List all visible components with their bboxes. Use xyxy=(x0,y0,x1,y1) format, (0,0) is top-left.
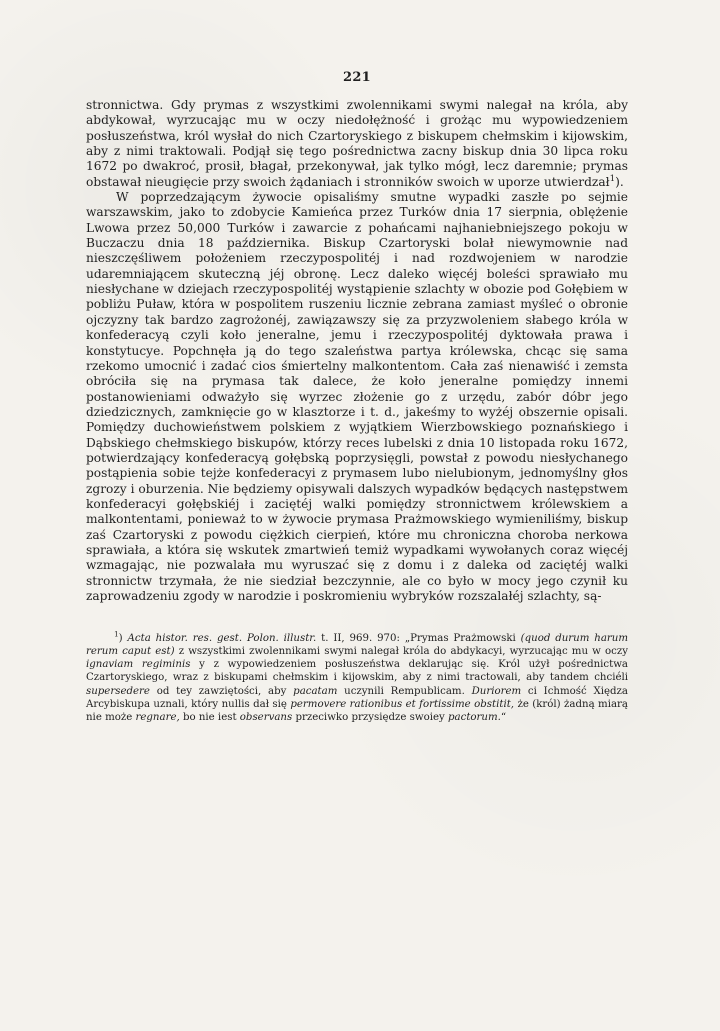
paragraph-2-text: W poprzedzającym żywocie opisaliśmy smutne wypadki zaszłe po sejmie warszawskim, jako to zdobycie Kamieńca przez Turków dnia 17 sierpnia, oblężenie Lwowa przez 50,000 Turków i zawarcie z pohańcami najhaniebniejszego pokoju w Buczaczu dnia 18 października. Biskup Czartoryski bolał niewymownie nad nieszczęśliwem położeniem rzeczypospolitéj i nad rozdwojeniem w narodzie udaremniającem skuteczną jéj obronę. Lecz daleko więcéj boleści sprawiało mu niesłychane w dziejach rzeczypospolitéj wystąpienie szlachty w obozie pod Gołębiem w pobliżu Puław, która w pospolitem ruszeniu licznie zebrana zamiast myśleć o obronie ojczyzny tak bardzo zagrożonéj, zawiązawszy się za przyzwoleniem słabego króla w konfederacyą czyli koło jeneralne, jemu i rzeczypospolitéj dyktowała prawa i konstytucye. Popchnęła ją do tego szaleństwa partya królewska, chcąc się sama rzekomo umocnić i zadać cios śmiertelny malkontentom. Cała zaś nienawiść i zemsta obróciła się na prymasa tak dalece, że koło jeneralne pomiędzy innemi postanowieniami odważyło się wyrzec złożenie go z urzędu, zabór dóbr jego dziedzicznych, zamknięcie go w klasztorze i t. d., jakeśmy to wyżéj obszernie opisali. Pomiędzy duchowieństwem polskiem z wyjątkiem Wierzbowskiego poznańskiego i Dąbskiego chełmskiego biskupów, którzy reces lubelski z dnia 10 listopada roku 1672, potwierdzający konfederacyą gołębską poprzysięgli, powstał z powodu niesłychanego postąpienia sobie tejże konfederacyi z prymasem lubo nielubionym, jednomyślny głos zgrozy i oburzenia. Nie będziemy opisywali dalszych wypadków będących następstwem konfederacyi gołębskiéj i zaciętéj walki pomiędzy stronnictwem królewskiem a malkontentami, ponieważ to w żywocie prymasa Prażmowskiego wymieniliśmy, biskup zaś Czartoryski z powodu ciężkich cierpień, które mu chroniczna choroba nerkowa sprawiała, a która się wskutek zmartwień temiż wypadkami wywołanych coraz więcéj wzmagając, nie pozwalała mu wyruszać się z domu i z daleka od zaciętéj walki stronnictw trzymała, że nie siedział bezczynnie, ale co było w mocy jego czynił ku zaprowadzeniu zgody w narodzie i poskromieniu wybryków rozszalałéj szlachty, są- xyxy=(86,190,628,603)
footnote-latin-9: pactorum xyxy=(448,711,498,723)
footnote-latin-7: regnare, xyxy=(135,711,180,723)
footnote-text-6: ci Ichmość Xiędza Arcybiskupa uznali, który nullis dał się xyxy=(86,685,628,710)
page-number: 221 xyxy=(342,70,372,85)
footnote-text-7: że (król) żadną miarą nie może xyxy=(86,698,628,723)
footnote-reference: 1 xyxy=(609,173,616,184)
paragraph-1-end: ). xyxy=(615,174,624,189)
footnote-latin-5: Duriorem xyxy=(471,685,522,697)
footnote-text-3: y z wypowiedzeniem posłuszeństwa deklarując się. Król użył pośrednictwa Czartoryskiego, wraz z biskupami chełmskim i kijowskim, aby z nimi tractowali, aby tandem chciéli xyxy=(86,659,628,684)
footnote-text-8: bo nie iest xyxy=(179,711,240,723)
footnote-mark: 1 xyxy=(114,629,119,639)
paragraph-1-text: stronnictwa. Gdy prymas z wszystkimi zwolennikami swymi nalegał na króla, aby abdykował, wyrzucając mu w oczy niedołężność i grożąc mu wypowiedzeniem posłuszeństwa, król wysłał do nich Czartoryskiego z biskupem chełmskim i kijowskim, aby z nimi traktowali. Podjął się tego pośrednictwa zacny biskup dnia 30 lipca roku 1672 po dwakroć, prosił, błagał, przekonywał, jak tylko mógł, lecz daremnie; prymas obstawał nieugięcie przy swoich żądaniach i stronników swoich w uporze utwierdzał xyxy=(86,98,628,189)
footnote-text-2: z wszystkimi zwolennikami swymi nalegał króla do abdykacyi, wyrzucając mu w oczy xyxy=(174,646,628,658)
footnote-text-1: t. II, 969. 970: „Prymas Prażmowski xyxy=(316,633,521,645)
footnote-latin-4: pacatam xyxy=(293,685,338,697)
footnote-latin-3: supersedere xyxy=(86,685,150,697)
footnote-latin-2: ignaviam regiminis xyxy=(86,659,191,671)
footnote-latin-6: permovere rationibus et fortissime obstitit, xyxy=(290,698,515,710)
footnote-source-title: Acta histor. res. gest. Polon. illustr. xyxy=(127,633,317,645)
footnote-mark-paren: ) xyxy=(118,633,128,645)
footnote-text-10: .“ xyxy=(497,711,507,723)
footnote-text-9: przeciwko przysiędze swoiey xyxy=(292,711,449,723)
footnote-1 xyxy=(86,629,629,723)
footnote-latin-1: (quod durum harum rerum caput est) xyxy=(86,633,629,658)
paragraph-1 xyxy=(86,98,628,190)
paragraph-2 xyxy=(86,190,628,604)
footnote-text-5: uczynili Rempublicam. xyxy=(337,685,472,697)
footnote-section xyxy=(86,629,629,723)
footnote-text-4: od tey zawziętości, aby xyxy=(149,685,294,697)
main-text xyxy=(86,98,628,604)
footnote-latin-8: observans xyxy=(239,711,293,723)
